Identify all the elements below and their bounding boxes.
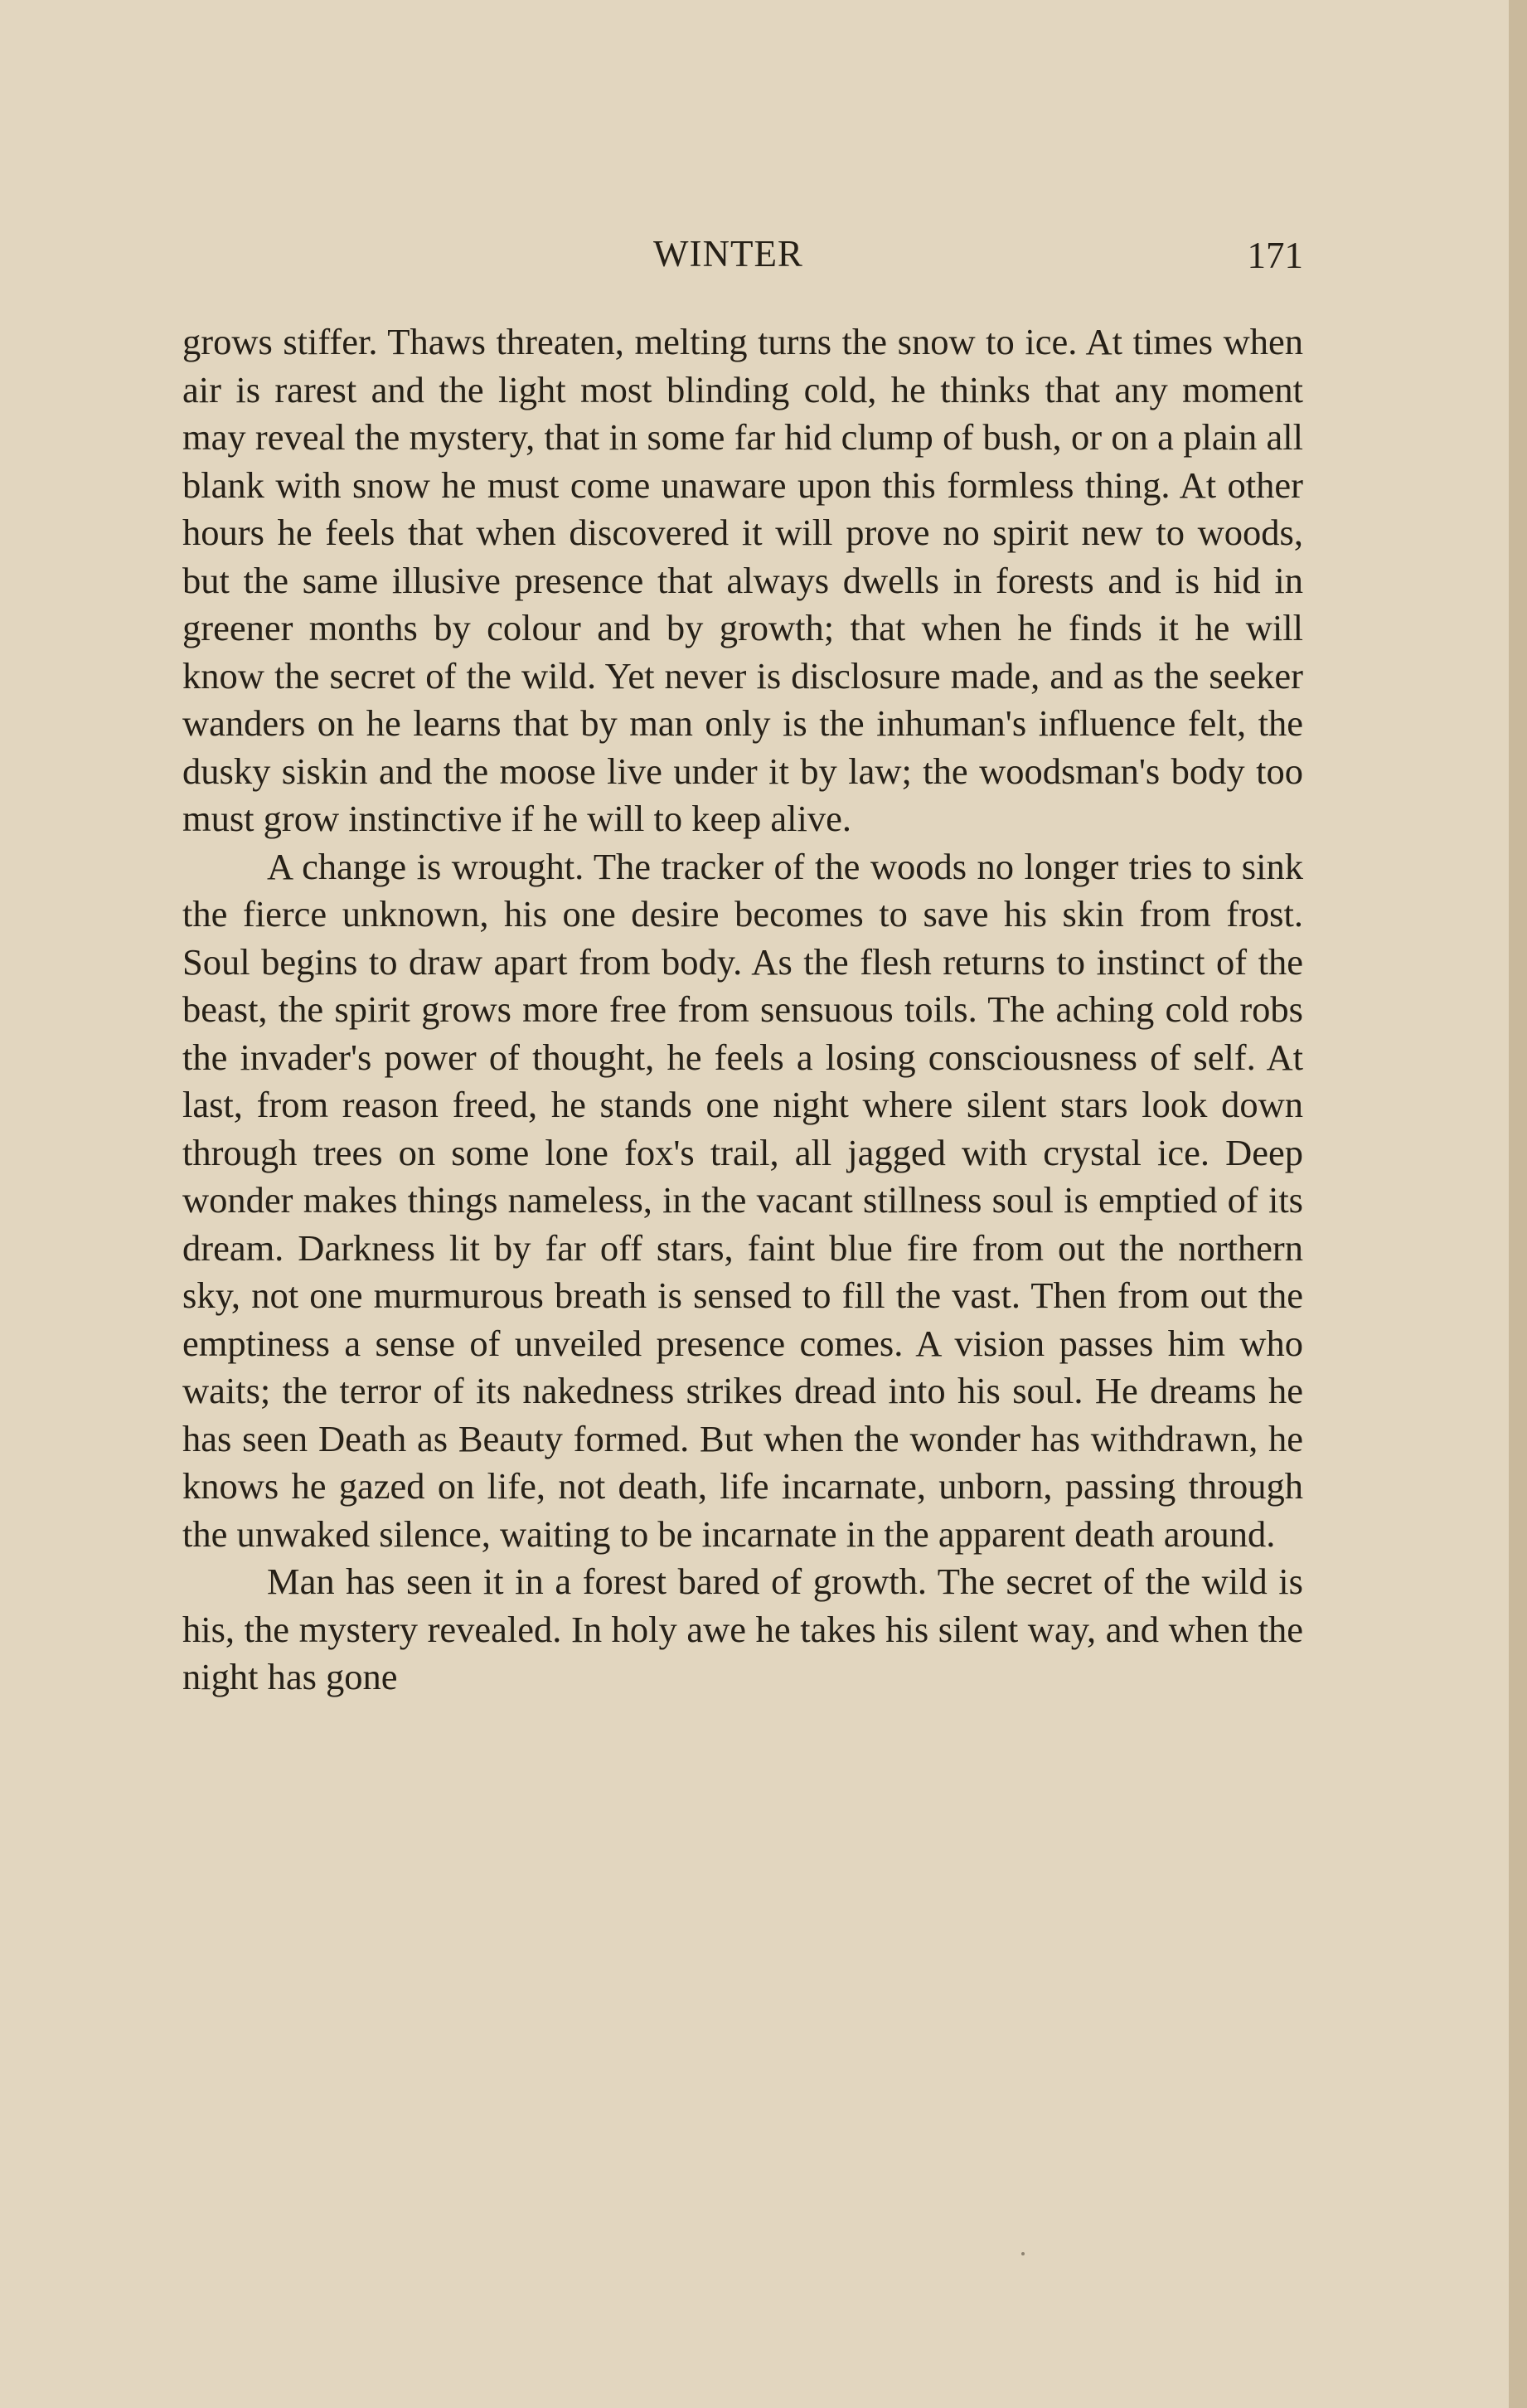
page-edge-shadow: [1509, 0, 1527, 2408]
paper-speck: [1021, 2252, 1025, 2255]
body-text: [182, 318, 1303, 1702]
paragraph-2: A change is wrought. The tracker of the woods no longer tries to sink the fierce unknown, his one desire becomes to save his skin from frost. Soul begins to draw apart from body. As the flesh returns to instinct of the beast, the spirit grows more free from sensuous toils. The aching cold robs the invader's power of thought, he feels a losing consciousness of self. At last, from reason freed, he stands one night where silent stars look down through trees on some lone fox's trail, all jagged with crystal ice. Deep wonder makes things nameless, in the vacant stillness soul is emptied of its dream. Darkness lit by far off stars, faint blue fire from out the northern sky, not one murmurous breath is sensed to fill the vast. Then from out the emptiness a sense of unveiled presence comes. A vision passes him who waits; the terror of its nakedness strikes dread into his soul. He dreams he has seen Death as Beauty formed. But when the wonder has withdrawn, he knows he gazed on life, not death, life incarnate, unborn, passing through the unwaked silence, waiting to be incarnate in the apparent death around.: [182, 845, 1303, 1555]
page-number: 171: [1247, 235, 1303, 276]
paragraph-3: Man has seen it in a forest bared of growth. The secret of the wild is his, the mystery revealed. In holy awe he takes his silent way, and when the night has gone: [182, 1561, 1303, 1697]
page-header: [182, 232, 1303, 290]
paragraph-1: grows stiffer. Thaws threaten, melting turns the snow to ice. At times when air is rarest and the light most blinding cold, he thinks that any moment may reveal the mystery, that in some far hid clump of bush, or on a plain all blank with snow he must come unaware upon this formless thing. At other hours he feels that when discovered it will prove no spirit new to woods, but the same illusive presence that always dwells in forests and is hid in greener months by colour and by growth; that when he finds it he will know the secret of the wild. Yet never is disclosure made, and as the seeker wanders on he learns that by man only is the inhuman's influence felt, the dusky siskin and the moose live under it by law; the woodsman's body too must grow instinctive if he will to keep alive.: [182, 321, 1303, 839]
running-head: WINTER: [653, 233, 803, 274]
